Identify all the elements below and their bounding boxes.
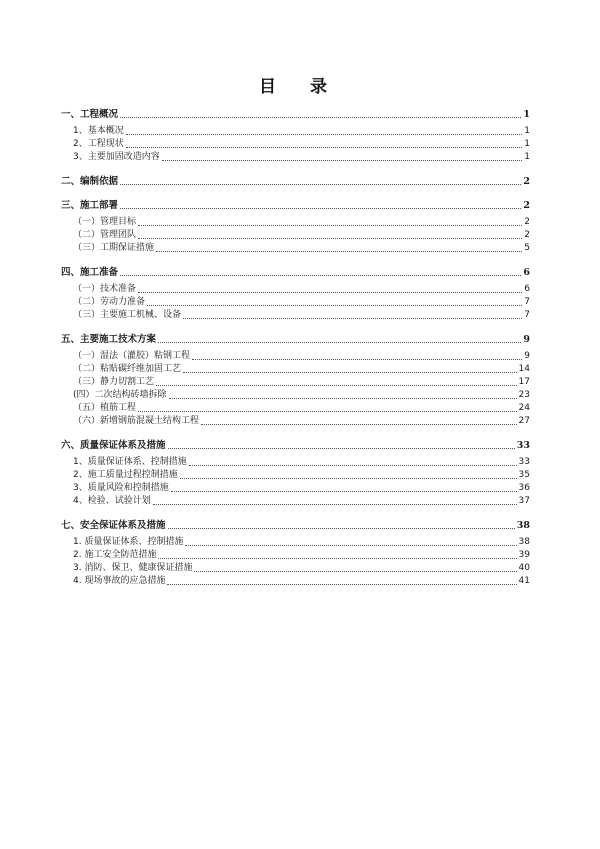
toc-subsection-entry[interactable] (61, 482, 530, 495)
toc-subsection-entry[interactable] (61, 536, 530, 549)
toc-subsection-label: 3、质量风险和控制措施 (73, 483, 169, 493)
dot-leader (153, 504, 517, 505)
toc-subsection-label: 2. 施工安全防范措施 (73, 550, 157, 560)
toc-section-label: 一、工程概况 (61, 109, 119, 120)
toc-subsection-entry[interactable] (61, 283, 530, 296)
toc-section-entry[interactable] (61, 519, 530, 532)
dot-leader (168, 448, 515, 449)
toc-subsection-entry[interactable] (61, 138, 530, 151)
toc-subsection-entry[interactable] (61, 549, 530, 562)
toc-subsection-label: 1. 质量保证体系、控制措施 (73, 537, 184, 547)
toc-subsection-label: 2、施工质量过程控制措施 (73, 470, 178, 480)
dot-leader (183, 372, 517, 373)
table-of-contents (61, 108, 530, 588)
toc-subsection-label: （三）静力切割工艺 (73, 377, 155, 387)
toc-page-number: 2 (523, 200, 530, 211)
dot-leader (120, 184, 521, 185)
dot-leader (185, 545, 516, 546)
toc-subsection-label: （二）劳动力准备 (73, 297, 146, 307)
dot-leader (194, 571, 516, 572)
dot-leader (183, 318, 522, 319)
toc-page-number: 6 (523, 267, 530, 278)
toc-page-number: 35 (518, 470, 530, 480)
toc-section-label: 六、质量保证体系及措施 (61, 440, 166, 451)
toc-section-label: 七、安全保证体系及措施 (61, 520, 166, 531)
toc-section-label: 五、主要施工技术方案 (61, 334, 157, 345)
dot-leader (120, 117, 521, 118)
toc-section-label: 二、编制依据 (61, 176, 119, 187)
dot-leader (169, 398, 517, 399)
dot-leader (162, 160, 523, 161)
dot-leader (156, 385, 517, 386)
dot-leader (138, 238, 522, 239)
toc-subsection-entry[interactable] (61, 216, 530, 229)
toc-page-number: 2 (523, 176, 530, 187)
toc-page-number: 2 (524, 217, 530, 227)
toc-page-number: 39 (518, 550, 530, 560)
toc-section-entry[interactable] (61, 333, 530, 346)
toc-subsection-label: 4. 现场事故的应急措施 (73, 576, 166, 586)
toc-subsection-label: 3. 消防、保卫、健康保证措施 (73, 563, 193, 573)
toc-page-number: 40 (518, 563, 530, 573)
toc-subsection-label: （三）工期保证措施 (73, 243, 155, 253)
toc-subsection-entry[interactable] (61, 456, 530, 469)
toc-section-entry[interactable] (61, 108, 530, 121)
toc-subsection-entry[interactable] (61, 402, 530, 415)
dot-leader (158, 342, 521, 343)
toc-section-entry[interactable] (61, 439, 530, 452)
dot-leader (138, 411, 517, 412)
dot-leader (168, 528, 515, 529)
dot-leader (138, 292, 522, 293)
toc-page-number: 5 (524, 243, 530, 253)
toc-page-number: 14 (518, 364, 530, 374)
toc-subsection-label: （五）植筋工程 (73, 403, 137, 413)
toc-page-number: 33 (516, 440, 530, 451)
toc-page-number: 41 (518, 576, 530, 586)
toc-subsection-entry[interactable] (61, 363, 530, 376)
dot-leader (180, 478, 517, 479)
dot-leader (189, 465, 517, 466)
toc-section-label: 三、施工部署 (61, 200, 119, 211)
dot-leader (171, 491, 517, 492)
toc-page-number: 27 (518, 416, 530, 426)
toc-page-number: 9 (524, 351, 530, 361)
dot-leader (120, 275, 521, 276)
toc-page-number: 17 (518, 377, 530, 387)
toc-subsection-entry[interactable] (61, 229, 530, 242)
toc-subsection-label: （二）粘贴碳纤维加固工艺 (73, 364, 182, 374)
toc-subsection-entry[interactable] (61, 376, 530, 389)
toc-subsection-label: （六）新增钢筋混凝土结构工程 (73, 416, 200, 426)
toc-page-number: 7 (524, 297, 530, 307)
dot-leader (167, 584, 516, 585)
toc-page-number: 38 (518, 537, 530, 547)
toc-page-number: 1 (523, 109, 530, 120)
toc-page-number: 37 (518, 496, 530, 506)
toc-section-label: 四、施工准备 (61, 267, 119, 278)
toc-page-number: 36 (518, 483, 530, 493)
toc-subsection-label: 4、检验、试验计划 (73, 496, 151, 506)
toc-subsection-label: 1、基本概况 (73, 126, 124, 136)
toc-subsection-label: 1、质量保证体系、控制措施 (73, 457, 187, 467)
dot-leader (147, 305, 522, 306)
toc-page-number: 24 (518, 403, 530, 413)
toc-subsection-entry[interactable] (61, 242, 530, 255)
toc-subsection-entry[interactable] (61, 350, 530, 363)
dot-leader (126, 147, 523, 148)
toc-subsection-label: （三）主要施工机械、设备 (73, 310, 182, 320)
toc-section-entry[interactable] (61, 175, 530, 188)
dot-leader (192, 359, 522, 360)
toc-title: 目 录 (259, 77, 341, 97)
toc-subsection-entry[interactable] (61, 415, 530, 428)
toc-page-number: 23 (518, 390, 530, 400)
toc-subsection-entry[interactable] (61, 389, 530, 402)
toc-page-number: 33 (518, 457, 530, 467)
toc-section-entry[interactable] (61, 266, 530, 279)
toc-page-number: 1 (524, 139, 530, 149)
toc-page-number: 38 (516, 520, 530, 531)
toc-subsection-entry[interactable] (61, 151, 530, 164)
toc-page-number: 1 (524, 126, 530, 136)
toc-subsection-label: （一）技术准备 (73, 284, 137, 294)
toc-subsection-label: （一）管理目标 (73, 217, 137, 227)
toc-subsection-label: （二）管理团队 (73, 230, 137, 240)
toc-subsection-entry[interactable] (61, 469, 530, 482)
toc-subsection-entry[interactable] (61, 495, 530, 508)
toc-subsection-entry[interactable] (61, 309, 530, 322)
toc-subsection-label: 2、工程现状 (73, 139, 124, 149)
toc-subsection-entry[interactable] (61, 562, 530, 575)
toc-subsection-label: (四）二次结构砖墙拆除 (73, 390, 167, 400)
toc-subsection-entry[interactable] (61, 125, 530, 138)
toc-subsection-entry[interactable] (61, 575, 530, 588)
toc-page-number: 6 (524, 284, 530, 294)
toc-subsection-label: （一）湿法（灌胶）粘钢工程 (73, 351, 191, 361)
dot-leader (156, 251, 522, 252)
toc-section-entry[interactable] (61, 199, 530, 212)
dot-leader (138, 225, 522, 226)
toc-page-number: 1 (524, 152, 530, 162)
toc-subsection-label: 3、主要加固改造内容 (73, 152, 160, 162)
dot-leader (120, 208, 521, 209)
toc-subsection-entry[interactable] (61, 296, 530, 309)
dot-leader (158, 558, 516, 559)
toc-page-number: 2 (524, 230, 530, 240)
toc-page-number: 9 (523, 334, 530, 345)
dot-leader (201, 424, 517, 425)
dot-leader (126, 134, 523, 135)
toc-page-number: 7 (524, 310, 530, 320)
